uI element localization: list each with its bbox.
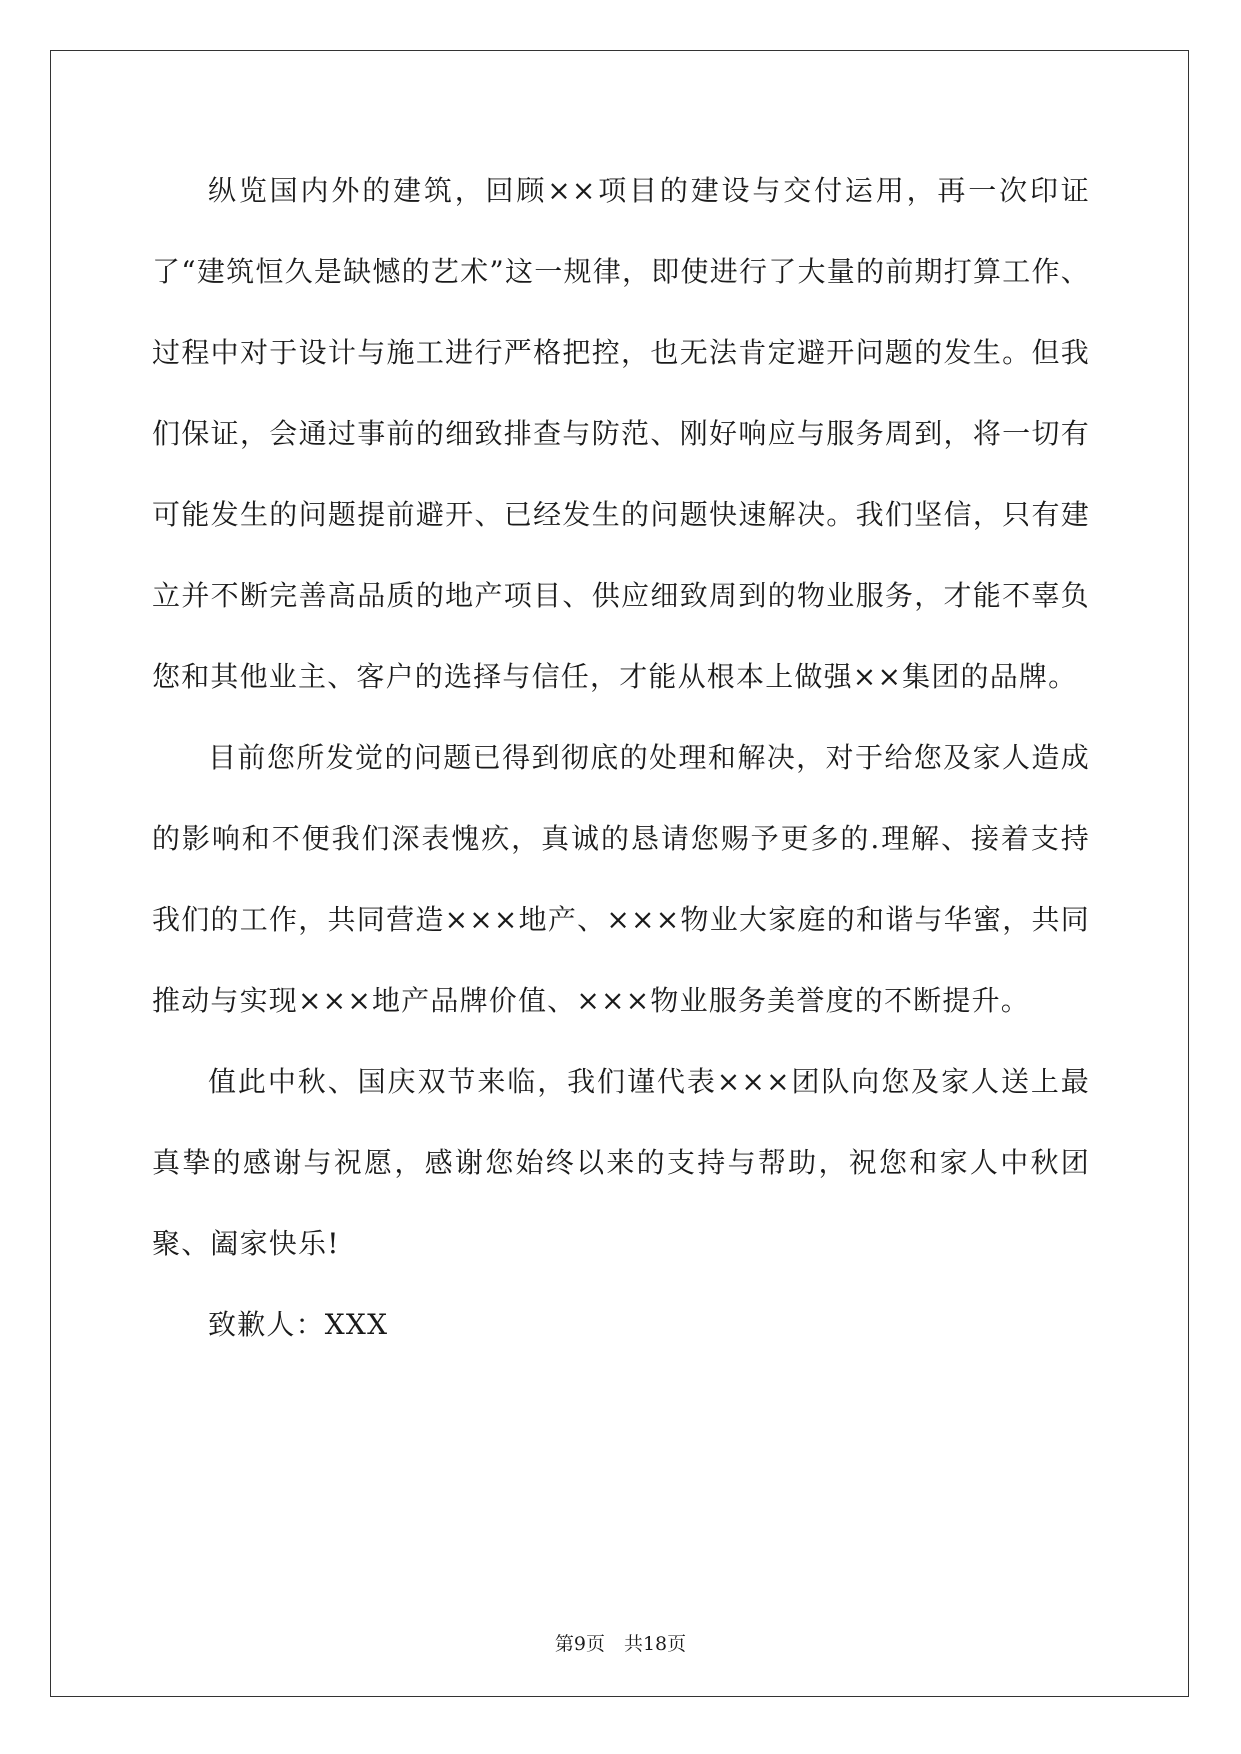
paragraph-apology: 目前您所发觉的问题已得到彻底的处理和解决，对于给您及家人造成的影响和不便我们深表愧疚，真诚的恳请您赐予更多的.理解、接着支持我们的工作，共同营造×××地产、×××物业大家庭的和谐与华蜜，共同推动与实现×××地产品牌价值、×××物业服务美誉度的不断提升。 [152,741,1090,1017]
signature-line: 致歉人：XXX [208,1308,389,1341]
paragraph-greeting: 值此中秋、国庆双节来临，我们谨代表×××团队向您及家人送上最真挚的感谢与祝愿，感谢您始终以来的支持与帮助，祝您和家人中秋团聚、阖家快乐! [152,1065,1090,1260]
page-number: 第9页 共18页 [554,1633,687,1655]
paragraph-review: 纵览国内外的建筑，回顾××项目的建设与交付运用，再一次印证了“建筑恒久是缺憾的艺术”这一规律，即使进行了大量的前期打算工作、过程中对于设计与施工进行严格把控，也无法肯定避开问题的发生。但我们保证，会通过事前的细致排查与防范、刚好响应与服务周到，将一切有可能发生的问题提前避开、已经发生的问题快速解决。我们坚信，只有建立并不断完善高品质的地产项目、供应细致周到的物业服务，才能不辜负您和其他业主、客户的选择与信任，才能从根本上做强××集团的品牌。 [152,174,1090,693]
document-body [152,150,1090,1365]
